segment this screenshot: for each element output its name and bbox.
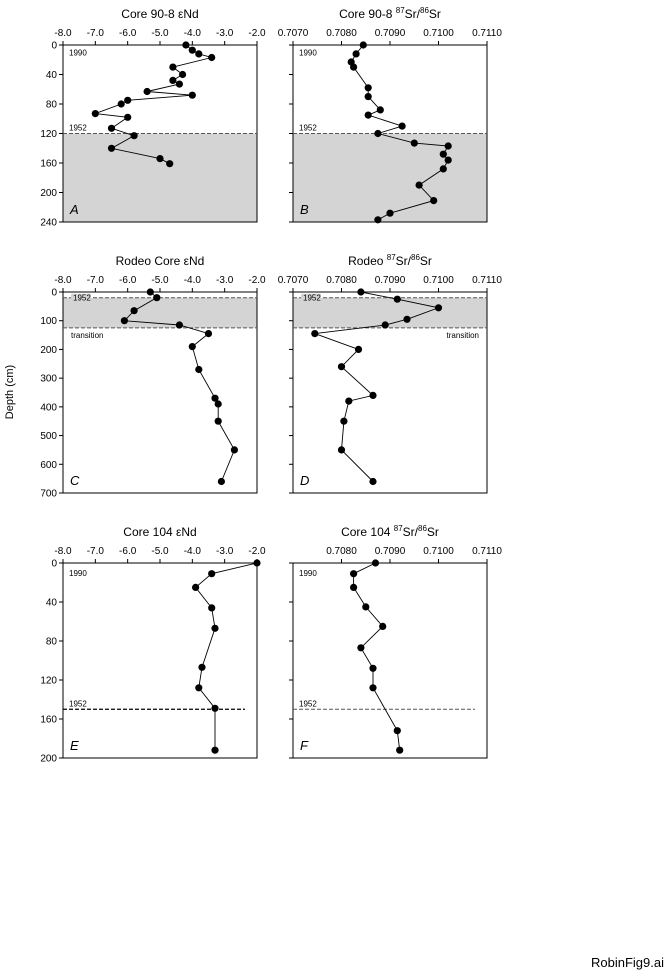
panel-a-data-point bbox=[108, 125, 115, 132]
panel-c-ytick-label: 400 bbox=[40, 402, 57, 414]
panel-d bbox=[278, 253, 503, 493]
panel-c-ref-label: 1952 bbox=[73, 293, 91, 303]
panel-e-xtick-label: -5.0 bbox=[151, 546, 169, 557]
panel-b-xtick-label: 0.7110 bbox=[472, 28, 502, 39]
panel-b-title: Core 90-8 $^{87}$Sr/$^{86}$Sr bbox=[339, 6, 441, 21]
panel-a-xtick-label: -3.0 bbox=[216, 28, 234, 39]
panel-a-ytick-label: 40 bbox=[45, 70, 57, 81]
panel-a-xtick-label: -2.0 bbox=[248, 28, 266, 39]
panel-c-data-point bbox=[121, 317, 128, 324]
panel-c-data-point bbox=[218, 478, 225, 485]
panel-c-xtick-label: -2.0 bbox=[248, 275, 266, 286]
panel-b-data-point bbox=[416, 182, 423, 189]
panel-b-ref-label: 1952 bbox=[299, 123, 317, 133]
panel-c bbox=[40, 254, 266, 500]
panel-c-data-point bbox=[189, 343, 196, 350]
panel-d-xtick-label: 0.7090 bbox=[374, 275, 406, 286]
panel-a-xtick-label: -5.0 bbox=[151, 28, 169, 39]
panel-b-data-point bbox=[350, 64, 357, 71]
panel-b-data-point bbox=[365, 84, 372, 91]
panel-c-ytick-label: 0 bbox=[51, 287, 57, 299]
panel-a-data-point bbox=[108, 145, 115, 152]
panel-e-xtick-label: -8.0 bbox=[54, 546, 72, 557]
panel-e-ytick-label: 160 bbox=[40, 714, 57, 726]
panel-d-data-point bbox=[355, 346, 362, 353]
panel-a-data-point bbox=[156, 155, 163, 162]
panel-a-data-point bbox=[144, 88, 151, 95]
panel-b-data-point bbox=[360, 41, 367, 48]
panel-f-data-point bbox=[369, 665, 376, 672]
panel-d-data-point bbox=[403, 316, 410, 323]
panel-f-data-point bbox=[372, 559, 379, 566]
panel-a-data-point bbox=[189, 92, 196, 99]
panel-f-xtick-label: 0.7090 bbox=[374, 546, 406, 557]
panel-b-data-point bbox=[445, 157, 452, 164]
panel-d-data-point bbox=[394, 296, 401, 303]
panel-d-data-point bbox=[382, 321, 389, 328]
panel-e-ytick-label: 0 bbox=[51, 558, 57, 570]
panel-e-series-line bbox=[196, 563, 257, 750]
panel-e-data-point bbox=[198, 664, 205, 671]
panel-e bbox=[40, 525, 266, 765]
panel-b-data-point bbox=[353, 50, 360, 57]
panel-c-letter: C bbox=[70, 473, 80, 488]
panel-a-data-point bbox=[169, 64, 176, 71]
panel-a-data-point bbox=[124, 97, 131, 104]
panel-c-data-point bbox=[205, 330, 212, 337]
panel-a-title: Core 90-8 εNd bbox=[121, 7, 199, 21]
panel-a-ytick-label: 200 bbox=[40, 188, 57, 199]
panel-b-data-point bbox=[445, 142, 452, 149]
panel-e-data-point bbox=[211, 705, 218, 712]
panel-c-ytick-label: 500 bbox=[40, 431, 57, 443]
panel-d-data-point bbox=[435, 304, 442, 311]
panel-e-data-point bbox=[208, 570, 215, 577]
panel-f-title: Core 104 $^{87}$Sr/$^{86}$Sr bbox=[341, 524, 439, 539]
panel-a-data-point bbox=[169, 77, 176, 84]
panel-f-data-point bbox=[379, 623, 386, 630]
panel-f bbox=[289, 524, 502, 758]
panel-f-annotation: 1990 bbox=[299, 568, 317, 578]
panel-b-data-point bbox=[440, 151, 447, 158]
panel-e-data-point bbox=[192, 584, 199, 591]
panel-e-ytick-label: 120 bbox=[40, 675, 57, 687]
panel-a-ytick-label: 160 bbox=[40, 158, 57, 170]
panel-e-data-point bbox=[208, 604, 215, 611]
panel-d-xtick-label: 0.7070 bbox=[277, 275, 309, 286]
panel-a-letter: A bbox=[70, 202, 79, 217]
panel-c-ref-label: transition bbox=[71, 330, 104, 340]
panel-e-ref-label: 1952 bbox=[69, 699, 87, 709]
panel-c-xtick-label: -8.0 bbox=[54, 275, 72, 286]
panel-d-xtick-label: 0.7110 bbox=[472, 275, 502, 286]
panel-f-xtick-label: 0.7100 bbox=[423, 546, 454, 557]
panel-c-ytick-label: 300 bbox=[40, 373, 57, 385]
panel-d-title: Rodeo $^{87}$Sr/$^{86}$Sr bbox=[348, 253, 432, 268]
panel-d-data-point bbox=[345, 398, 352, 405]
panel-c-title: Rodeo Core εNd bbox=[115, 254, 205, 268]
panel-c-ytick-label: 200 bbox=[40, 344, 57, 356]
panel-e-ytick-label: 40 bbox=[45, 597, 57, 609]
panel-f-data-point bbox=[369, 684, 376, 691]
panel-f-letter: F bbox=[300, 738, 308, 753]
panel-d-xtick-label: 0.7080 bbox=[326, 275, 357, 286]
panel-a-data-point bbox=[189, 47, 196, 54]
panel-d-data-point bbox=[340, 418, 347, 425]
panel-d-data-point bbox=[311, 330, 318, 337]
panel-e-data-point bbox=[253, 559, 260, 566]
panel-a-data-point bbox=[208, 54, 215, 61]
panel-e-xtick-label: -7.0 bbox=[86, 546, 104, 557]
panel-a-annotation: 1990 bbox=[69, 48, 87, 58]
panel-e-xtick-label: -2.0 bbox=[248, 546, 266, 557]
panel-f-data-point bbox=[357, 644, 364, 651]
panel-a-ytick-label: 0 bbox=[51, 40, 57, 52]
panel-a-xtick-label: -6.0 bbox=[119, 28, 137, 39]
panel-d-data-point bbox=[338, 363, 345, 370]
panel-a-ytick-label: 80 bbox=[45, 99, 57, 111]
panel-b-data-point bbox=[374, 130, 381, 137]
panel-f-data-point bbox=[396, 747, 403, 754]
panel-a-data-point bbox=[124, 114, 131, 121]
panel-f-data-point bbox=[394, 727, 401, 734]
panel-a-data-point bbox=[166, 160, 173, 167]
panel-b-shaded-interval bbox=[293, 134, 487, 223]
panel-a-ref-label: 1952 bbox=[69, 123, 87, 133]
panel-e-ytick-label: 200 bbox=[40, 753, 57, 765]
panel-b-xtick-label: 0.7070 bbox=[277, 28, 309, 39]
panel-d-letter: D bbox=[300, 473, 310, 488]
panel-c-data-point bbox=[231, 446, 238, 453]
panel-b-data-point bbox=[386, 210, 393, 217]
panel-a-data-point bbox=[131, 132, 138, 139]
panel-a-data-point bbox=[92, 110, 99, 117]
panel-c-ytick-label: 700 bbox=[40, 488, 57, 500]
panel-a-xtick-label: -8.0 bbox=[54, 28, 72, 39]
panel-c-data-point bbox=[195, 366, 202, 373]
figure-ylabel: Depth (cm) bbox=[4, 364, 16, 420]
panel-f-xtick-label: 0.7080 bbox=[326, 546, 357, 557]
panel-c-xtick-label: -3.0 bbox=[216, 275, 234, 286]
panel-a-data-point bbox=[179, 71, 186, 78]
panel-a bbox=[40, 7, 266, 229]
panel-b-xtick-label: 0.7080 bbox=[326, 28, 357, 39]
panel-c-data-point bbox=[131, 307, 138, 314]
panel-a-xtick-label: -4.0 bbox=[183, 28, 201, 39]
panel-d-data-point bbox=[369, 478, 376, 485]
panel-f-data-point bbox=[350, 584, 357, 591]
panel-b-xtick-label: 0.7100 bbox=[423, 28, 454, 39]
panel-b-annotation: 1990 bbox=[299, 48, 317, 58]
panel-b bbox=[278, 6, 503, 223]
panel-d-data-point bbox=[338, 446, 345, 453]
panel-e-ytick-label: 80 bbox=[45, 636, 57, 648]
panel-d-data-point bbox=[357, 288, 364, 295]
panel-b-data-point bbox=[374, 216, 381, 223]
panel-b-data-point bbox=[430, 197, 437, 204]
panel-a-ytick-label: 240 bbox=[40, 217, 57, 229]
panel-e-annotation: 1990 bbox=[69, 568, 87, 578]
panel-f-frame bbox=[293, 563, 487, 758]
panel-e-xtick-label: -4.0 bbox=[183, 546, 201, 557]
panel-f-series-line bbox=[354, 563, 400, 750]
panel-b-data-point bbox=[440, 165, 447, 172]
panel-c-data-point bbox=[147, 288, 154, 295]
panel-b-xtick-label: 0.7090 bbox=[374, 28, 406, 39]
panel-d-xtick-label: 0.7100 bbox=[423, 275, 454, 286]
panel-a-data-point bbox=[195, 50, 202, 57]
panel-e-data-point bbox=[211, 625, 218, 632]
panel-a-ytick-label: 120 bbox=[40, 129, 57, 140]
panel-f-data-point bbox=[350, 570, 357, 577]
panel-c-xtick-label: -7.0 bbox=[86, 275, 104, 286]
panel-a-data-point bbox=[118, 100, 125, 107]
figure-filename: RobinFig9.ai bbox=[591, 955, 664, 970]
panel-b-data-point bbox=[399, 123, 406, 130]
panel-a-data-point bbox=[182, 41, 189, 48]
panel-c-xtick-label: -4.0 bbox=[183, 275, 201, 286]
panel-e-xtick-label: -3.0 bbox=[216, 546, 234, 557]
panel-d-ref-label: 1952 bbox=[303, 293, 321, 303]
panel-d-ref-label: transition bbox=[446, 330, 479, 340]
panel-e-data-point bbox=[211, 747, 218, 754]
panel-c-xtick-label: -5.0 bbox=[151, 275, 169, 286]
panel-b-data-point bbox=[365, 112, 372, 119]
panel-e-frame bbox=[63, 563, 257, 758]
panel-e-data-point bbox=[195, 684, 202, 691]
panel-c-data-point bbox=[153, 294, 160, 301]
panel-a-data-point bbox=[176, 81, 183, 88]
panel-b-data-point bbox=[411, 140, 418, 147]
panel-c-ytick-label: 600 bbox=[40, 459, 57, 471]
panel-c-data-point bbox=[176, 321, 183, 328]
panel-f-xtick-label: 0.7110 bbox=[472, 546, 502, 557]
panel-b-letter: B bbox=[300, 202, 309, 217]
panel-b-data-point bbox=[377, 106, 384, 113]
panel-c-ytick-label: 100 bbox=[40, 316, 57, 328]
panel-a-shaded-interval bbox=[63, 134, 257, 223]
panel-e-title: Core 104 εNd bbox=[123, 525, 197, 539]
panel-c-xtick-label: -6.0 bbox=[119, 275, 137, 286]
panel-b-data-point bbox=[365, 93, 372, 100]
panel-c-data-point bbox=[215, 400, 222, 407]
panel-e-xtick-label: -6.0 bbox=[119, 546, 137, 557]
panel-f-ref-label: 1952 bbox=[299, 699, 317, 709]
panel-d-data-point bbox=[369, 392, 376, 399]
panel-e-letter: E bbox=[70, 738, 79, 753]
panel-c-data-point bbox=[215, 418, 222, 425]
panel-f-data-point bbox=[362, 603, 369, 610]
panel-a-xtick-label: -7.0 bbox=[86, 28, 104, 39]
